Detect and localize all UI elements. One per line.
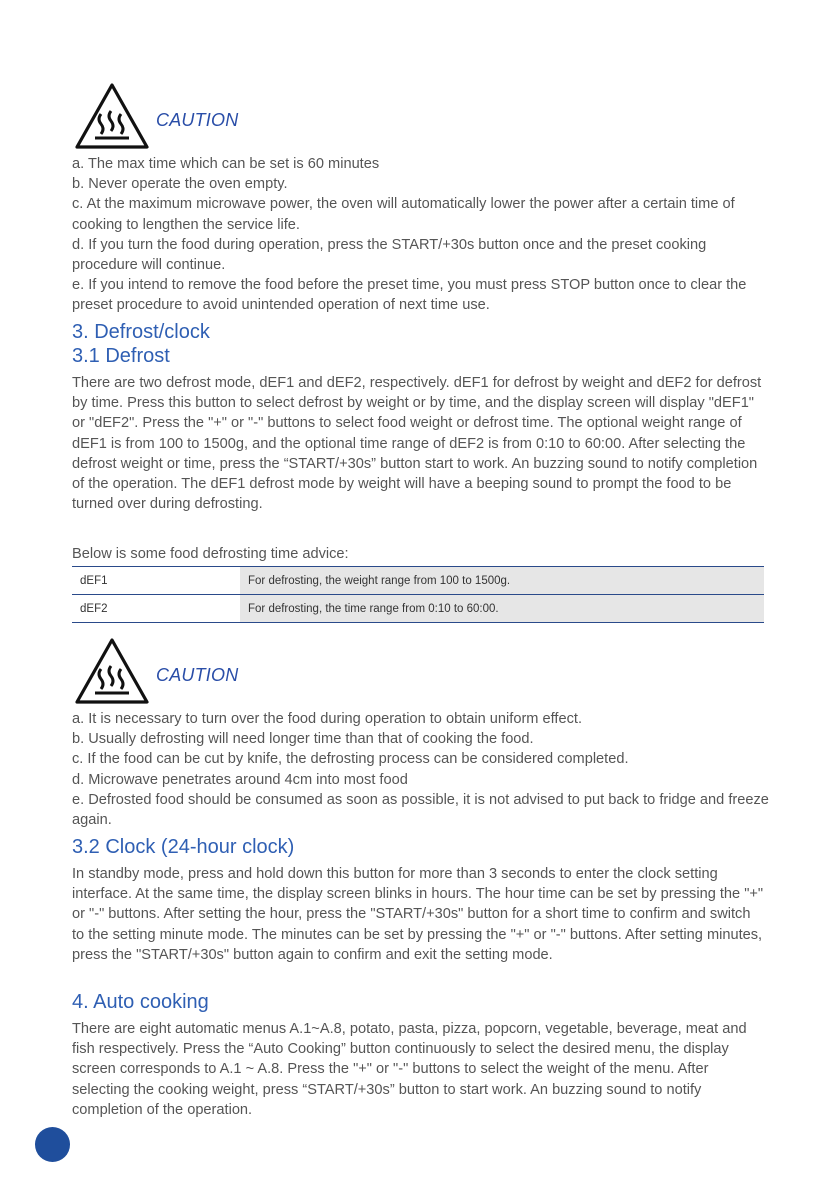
caution-title: CAUTION (156, 110, 239, 130)
section-3-1-title: 3.1 Defrost (72, 345, 170, 367)
caution-block-2 (74, 637, 374, 709)
caution-item: d. Microwave penetrates around 4cm into most food (72, 771, 408, 788)
auto-cooking-paragraph: There are eight automatic menus A.1~A.8, potato, pasta, pizza, popcorn, vegetable, beverage, meat and fish respectively. Press the “Auto Cooking” button continuously to select the desired menu, the display screen corresponds to A.1 ~ A.8. Press the "+" or "-" buttons to select the weight of the menu. After selecting the cooking weight, press “START/+30s” button to start work. An buzzing sound to notify completion of the operation. (72, 1021, 747, 1118)
caution-item: e. If you intend to remove the food before the preset time, you must press STOP button once to clear the preset procedure to avoid unintended operation of next time use. (72, 277, 747, 314)
caution-item: b. Never operate the oven empty. (72, 176, 288, 193)
table-cell-desc: For defrosting, the weight range from 100 to 1500g. (240, 567, 764, 595)
caution-title: CAUTION (156, 665, 239, 685)
section-3-title: 3. Defrost/clock (72, 321, 210, 343)
defrost-paragraph: There are two defrost mode, dEF1 and dEF2, respectively. dEF1 for defrost by weight and dEF2 for defrost by time. Press this button to select defrost by weight or by time, and the display screen will display "dEF1" or "dEF2". Press the "+" or "-" buttons to select food weight or defrost time. The optional weight range of dEF1 is from 100 to 1500g, and the optional time range of dEF2 is from 0:10 to 60:00. After selecting the defrost weight or time, press the “START/+30s” button start to work. An buzzing sound to notify completion of the operation. The dEF1 defrost mode by weight will have a beeping sound to prompt the food to be turned over during defrosting. (72, 375, 762, 513)
auto-cooking-description (72, 1019, 768, 1120)
table-row (72, 567, 764, 595)
table-row (72, 595, 764, 623)
caution-item: a. The max time which can be set is 60 minutes (72, 156, 380, 172)
table-cell-mode: dEF1 (72, 567, 240, 595)
clock-description (72, 864, 764, 965)
caution-list-1 (72, 154, 772, 316)
section-3-2-title: 3.2 Clock (24-hour clock) (72, 836, 295, 858)
section-4-title: 4. Auto cooking (72, 991, 209, 1013)
defrost-advice-table (72, 566, 764, 623)
caution-item: d. If you turn the food during operation, press the START/+30s button once and the preset cooking procedure will continue. (72, 236, 707, 274)
table-cell-mode: dEF2 (72, 595, 240, 623)
advice-intro-text: Below is some food defrosting time advice: (72, 546, 349, 562)
table-cell-desc: For defrosting, the time range from 0:10 to 60:00. (240, 595, 764, 623)
page-marker-dot (35, 1127, 70, 1162)
advice-intro (72, 544, 772, 564)
hot-surface-warning-icon (74, 637, 150, 705)
clock-paragraph: In standby mode, press and hold down this button for more than 3 seconds to enter the clock setting interface. At the same time, the display screen blinks in hours. The hour time can be set by pressing the "+" or "-" buttons. After setting the hour, press the "START/+30s" button for a short time to confirm and switch to the setting minute mode. The minutes can be set by pressing the "+" or "-" buttons. After setting minutes, press the "START/+30s" button again to confirm and exit the setting mode. (72, 866, 764, 963)
caution-list-2 (72, 709, 772, 830)
hot-surface-warning-icon (74, 82, 150, 150)
caution-item: b. Usually defrosting will need longer time than that of cooking the food. (72, 731, 534, 748)
defrost-description (72, 373, 764, 514)
caution-item: c. If the food can be cut by knife, the defrosting process can be considered completed. (72, 751, 629, 768)
caution-block-1 (74, 82, 374, 154)
caution-item: a. It is necessary to turn over the food during operation to obtain uniform effect. (72, 711, 582, 727)
caution-item: c. At the maximum microwave power, the oven will automatically lower the power after a certain time of cooking to lengthen the service life. (72, 196, 735, 233)
caution-item: e. Defrosted food should be consumed as soon as possible, it is not advised to put back to fridge and freeze again. (72, 791, 769, 829)
